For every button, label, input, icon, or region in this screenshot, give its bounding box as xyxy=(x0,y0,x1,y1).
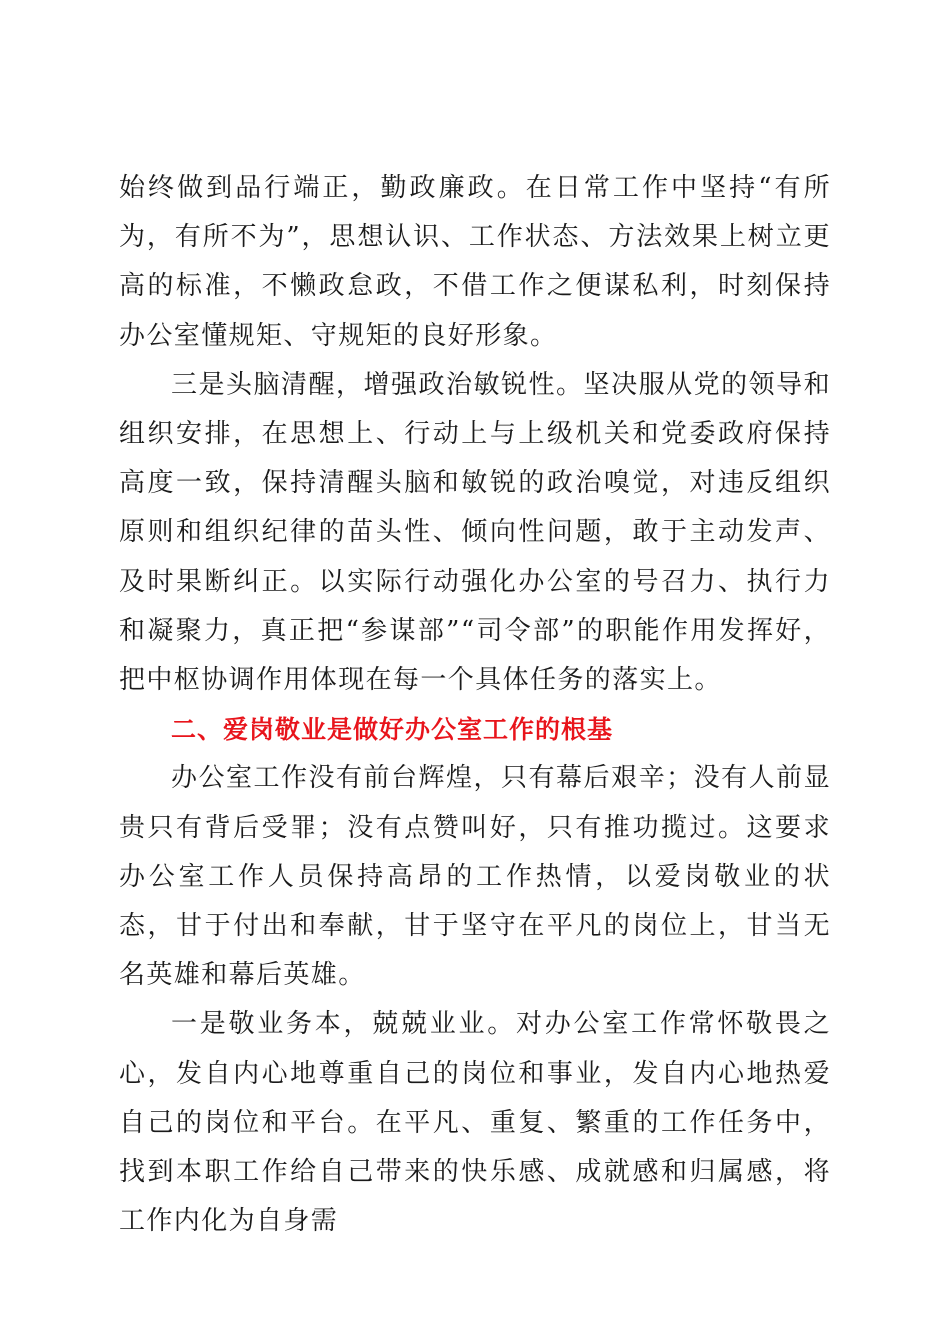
document-body xyxy=(119,164,831,1246)
paragraph-continuation: 始终做到品行端正，勤政廉政。在日常工作中坚持“有所为，有所不为”，思想认识、工作状态、方法效果上树立更高的标准，不懒政怠政，不借工作之便谋私利，时刻保持办公室懂规矩、守规矩的良好形象。 xyxy=(119,173,831,351)
paragraph-political-sensitivity: 三是头脑清醒，增强政治敏锐性。坚决服从党的领导和组织安排，在思想上、行动上与上级机关和党委政府保持高度一致，保持清醒头脑和敏锐的政治嗅觉，对违反组织原则和组织纪律的苗头性、倾向性问题，敢于主动发声、及时果断纠正。以实际行动强化办公室的号召力、执行力和凝聚力，真正把“参谋部”“司令部”的职能作用发挥好，把中枢协调作用体现在每一个具体任务的落实上。 xyxy=(119,369,831,696)
paragraph-office-work: 办公室工作没有前台辉煌，只有幕后艰辛；没有人前显贵只有背后受罪；没有点赞叫好，只有推功揽过。这要求办公室工作人员保持高昂的工作热情，以爱岗敬业的状态，甘于付出和奉献，甘于坚守在平凡的岗位上，甘当无名英雄和幕后英雄。 xyxy=(119,763,831,991)
paragraph-dedication: 一是敬业务本，兢兢业业。对办公室工作常怀敬畏之心，发自内心地尊重自己的岗位和事业，发自内心地热爱自己的岗位和平台。在平凡、重复、繁重的工作任务中，找到本职工作给自己带来的快乐感、成就感和归属感，将工作内化为自身需 xyxy=(119,1009,831,1237)
section-heading: 二、爱岗敬业是做好办公室工作的根基 xyxy=(171,715,614,745)
